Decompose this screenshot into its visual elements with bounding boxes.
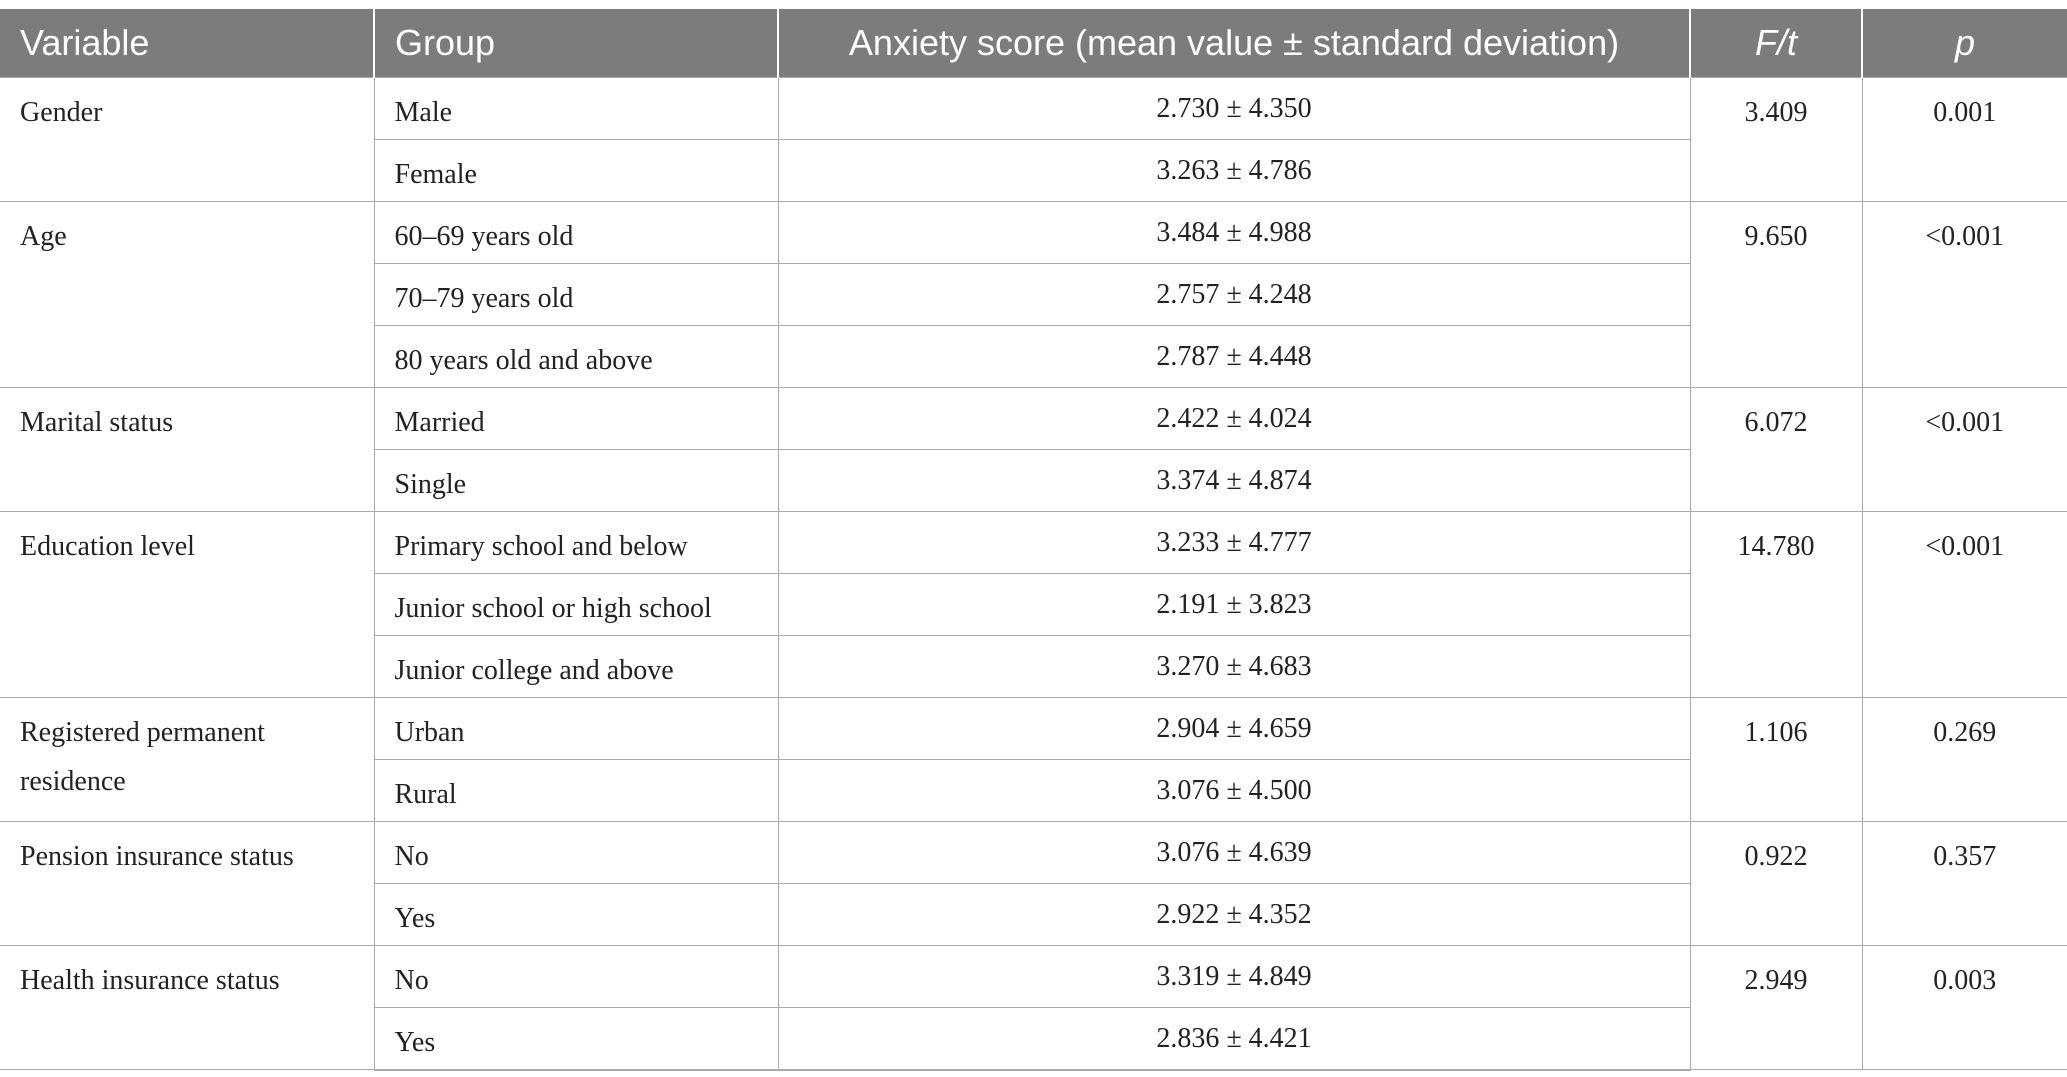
- anxiety-score-cell: 2.836 ± 4.421: [778, 1007, 1690, 1070]
- anxiety-score-cell: 3.319 ± 4.849: [778, 945, 1690, 1007]
- group-cell: Yes: [374, 883, 778, 945]
- table-container: [0, 9, 2067, 1071]
- group-cell: Single: [374, 449, 778, 511]
- variable-cell: Pension insurance status: [0, 821, 374, 945]
- anxiety-score-cell: 3.076 ± 4.500: [778, 759, 1690, 821]
- header-group: Group: [374, 9, 778, 77]
- f-t-value-cell: 1.106: [1690, 697, 1862, 821]
- table-row: [0, 387, 2067, 449]
- f-t-value-cell: 3.409: [1690, 77, 1862, 201]
- anxiety-score-cell: 2.757 ± 4.248: [778, 263, 1690, 325]
- group-cell: Married: [374, 387, 778, 449]
- table-row: [0, 201, 2067, 263]
- group-cell: Male: [374, 77, 778, 139]
- header-p: p: [1862, 9, 2067, 77]
- variable-cell: Gender: [0, 77, 374, 201]
- p-value-cell: 0.003: [1862, 945, 2067, 1070]
- p-value-cell: 0.357: [1862, 821, 2067, 945]
- anxiety-score-cell: 2.787 ± 4.448: [778, 325, 1690, 387]
- table-body: [0, 77, 2067, 1070]
- table-row: [0, 77, 2067, 139]
- group-cell: 80 years old and above: [374, 325, 778, 387]
- table-row: [0, 697, 2067, 759]
- group-cell: Junior college and above: [374, 635, 778, 697]
- group-cell: 70–79 years old: [374, 263, 778, 325]
- anxiety-score-cell: 2.191 ± 3.823: [778, 573, 1690, 635]
- group-cell: No: [374, 821, 778, 883]
- anxiety-score-cell: 2.904 ± 4.659: [778, 697, 1690, 759]
- p-value-cell: <0.001: [1862, 511, 2067, 697]
- anxiety-score-cell: 2.730 ± 4.350: [778, 77, 1690, 139]
- anxiety-score-cell: 2.922 ± 4.352: [778, 883, 1690, 945]
- anxiety-score-cell: 3.484 ± 4.988: [778, 201, 1690, 263]
- f-t-value-cell: 9.650: [1690, 201, 1862, 387]
- group-cell: 60–69 years old: [374, 201, 778, 263]
- table-row: [0, 821, 2067, 883]
- anxiety-score-table: [0, 9, 2067, 1071]
- group-cell: Primary school and below: [374, 511, 778, 573]
- variable-cell: Health insurance status: [0, 945, 374, 1070]
- variable-cell: Education level: [0, 511, 374, 697]
- f-t-value-cell: 2.949: [1690, 945, 1862, 1070]
- p-value-cell: <0.001: [1862, 201, 2067, 387]
- group-cell: Female: [374, 139, 778, 201]
- f-t-value-cell: 0.922: [1690, 821, 1862, 945]
- group-cell: No: [374, 945, 778, 1007]
- f-t-value-cell: 6.072: [1690, 387, 1862, 511]
- p-value-cell: 0.269: [1862, 697, 2067, 821]
- table-row: [0, 945, 2067, 1007]
- table-row: [0, 511, 2067, 573]
- anxiety-score-cell: 3.233 ± 4.777: [778, 511, 1690, 573]
- table-header: [0, 9, 2067, 77]
- header-variable: Variable: [0, 9, 374, 77]
- variable-cell: Marital status: [0, 387, 374, 511]
- header-f-t: F/t: [1690, 9, 1862, 77]
- anxiety-score-cell: 3.374 ± 4.874: [778, 449, 1690, 511]
- variable-cell: Age: [0, 201, 374, 387]
- header-anxiety-score: Anxiety score (mean value ± standard deviation): [778, 9, 1690, 77]
- anxiety-score-cell: 3.263 ± 4.786: [778, 139, 1690, 201]
- header-row: [0, 9, 2067, 77]
- f-t-value-cell: 14.780: [1690, 511, 1862, 697]
- anxiety-score-cell: 3.270 ± 4.683: [778, 635, 1690, 697]
- group-cell: Junior school or high school: [374, 573, 778, 635]
- p-value-cell: 0.001: [1862, 77, 2067, 201]
- anxiety-score-cell: 3.076 ± 4.639: [778, 821, 1690, 883]
- p-value-cell: <0.001: [1862, 387, 2067, 511]
- variable-cell: Registered permanent residence: [0, 697, 374, 821]
- group-cell: Urban: [374, 697, 778, 759]
- group-cell: Yes: [374, 1007, 778, 1070]
- group-cell: Rural: [374, 759, 778, 821]
- anxiety-score-cell: 2.422 ± 4.024: [778, 387, 1690, 449]
